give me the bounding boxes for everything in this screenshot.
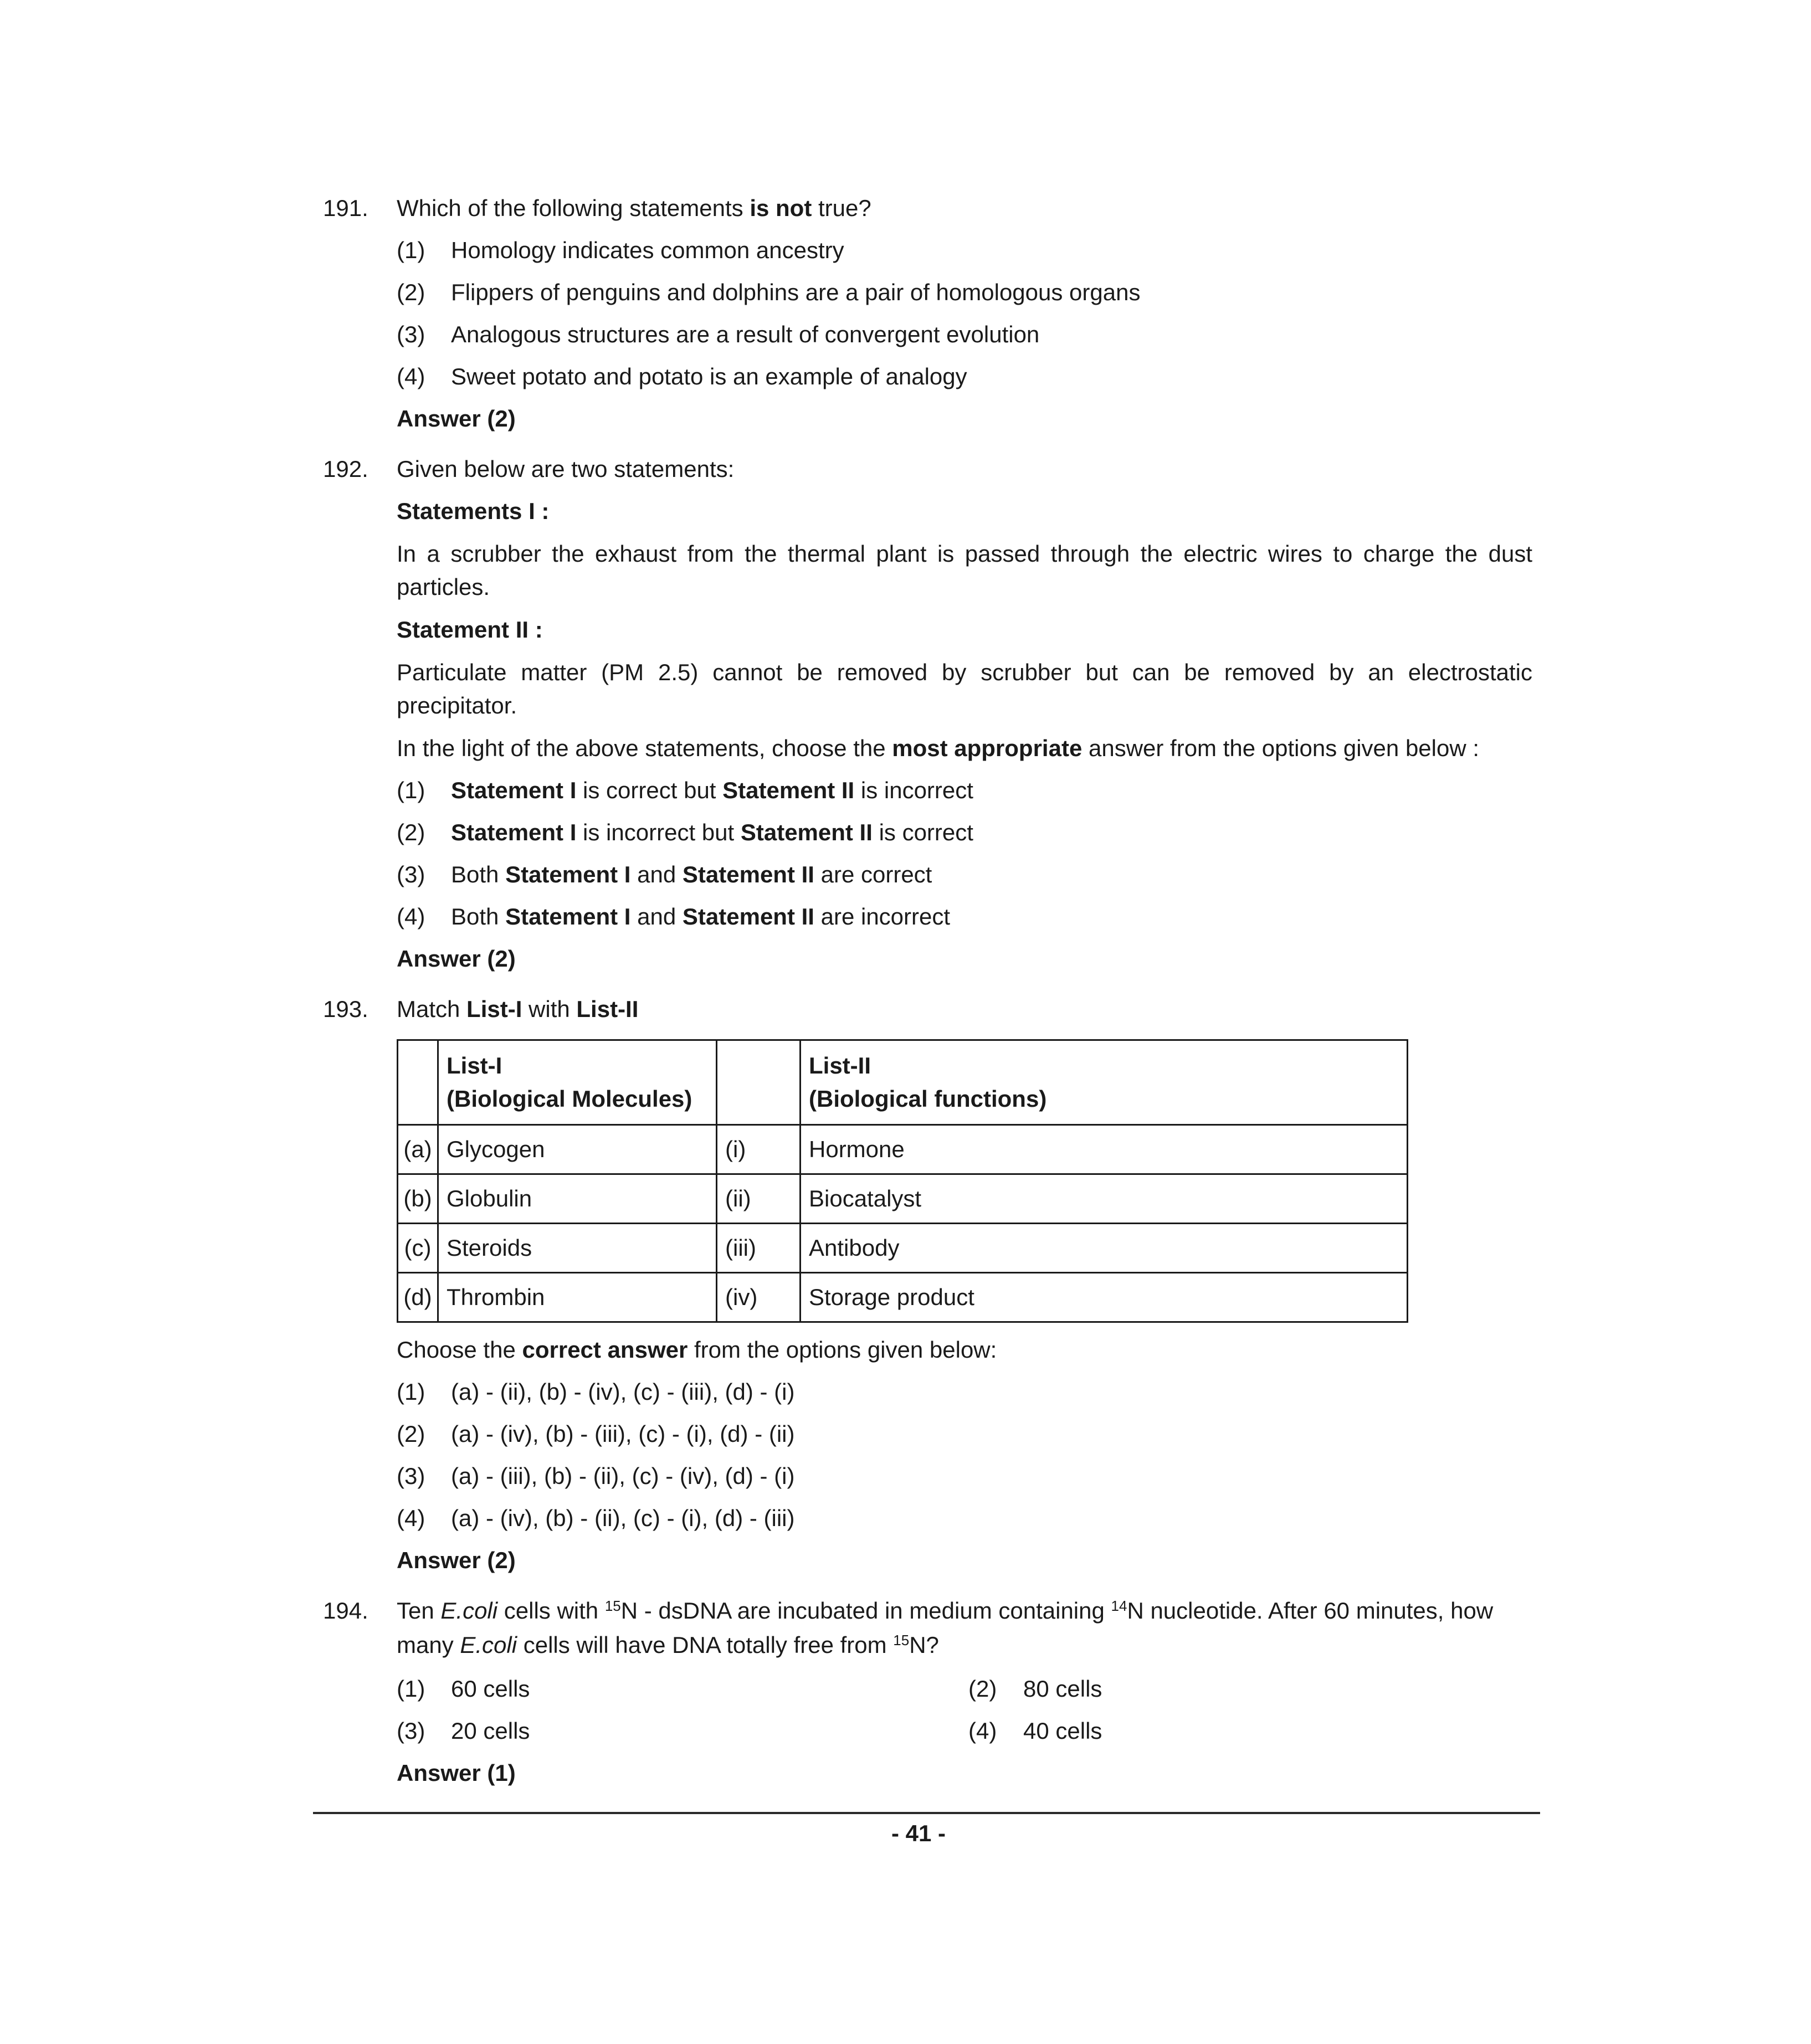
question-stem-line-2: many E.coli cells will have DNA totally free from $^{15}$N? — [397, 1632, 939, 1658]
q193-answer: Answer (2) — [397, 1547, 516, 1573]
list-1-header: List-I (Biological Molecules) — [438, 1040, 717, 1125]
statement-2-text: Particulate matter (PM 2.5) cannot be removed by scrubber but can be removed by an electrostatic precipitator. — [397, 659, 1532, 718]
question-stem: Which of the following statements is not true? — [397, 195, 871, 221]
question-stem: Match List-I with List-II — [397, 996, 639, 1022]
table-header-row — [398, 1040, 1408, 1125]
question-stem-line-1: Ten E.coli cells with $^{15}$N - dsDNA are incubated in medium containing $^{14}$N nucleotide. After 60 minutes, how — [397, 1598, 1494, 1624]
question-number: 191. — [323, 195, 368, 221]
question-number: 193. — [323, 996, 368, 1022]
list-2-header: List-II (Biological functions) — [801, 1040, 1408, 1125]
question-number: 194. — [323, 1598, 368, 1624]
q194-answer: Answer (1) — [397, 1760, 516, 1786]
q191-answer: Answer (2) — [397, 405, 516, 432]
table-row: (b) Globulin (ii) Biocatalyst — [398, 1174, 1408, 1224]
table-row: (c) Steroids (iii) Antibody — [398, 1224, 1408, 1273]
statement-1-text: In a scrubber the exhaust from the thermal plant is passed through the electric wires to charge the dust particles. — [397, 541, 1532, 600]
statement-1-label: Statements I : — [397, 498, 550, 524]
page-number: - 41 - — [891, 1820, 946, 1846]
match-table — [397, 1039, 1408, 1323]
table-row: (d) Thrombin (iv) Storage product — [398, 1273, 1408, 1322]
question-stem: Given below are two statements: — [397, 456, 735, 482]
question-number: 192. — [323, 456, 368, 482]
q192-instruction: In the light of the above statements, choose the most appropriate answer from the options given below : — [397, 735, 1480, 761]
statement-2-label: Statement II : — [397, 617, 543, 643]
footer-divider — [313, 1812, 1540, 1814]
q193-instruction: Choose the correct answer from the options given below: — [397, 1337, 997, 1363]
table-row: (a) Glycogen (i) Hormone — [398, 1125, 1408, 1174]
q192-answer: Answer (2) — [397, 946, 516, 972]
